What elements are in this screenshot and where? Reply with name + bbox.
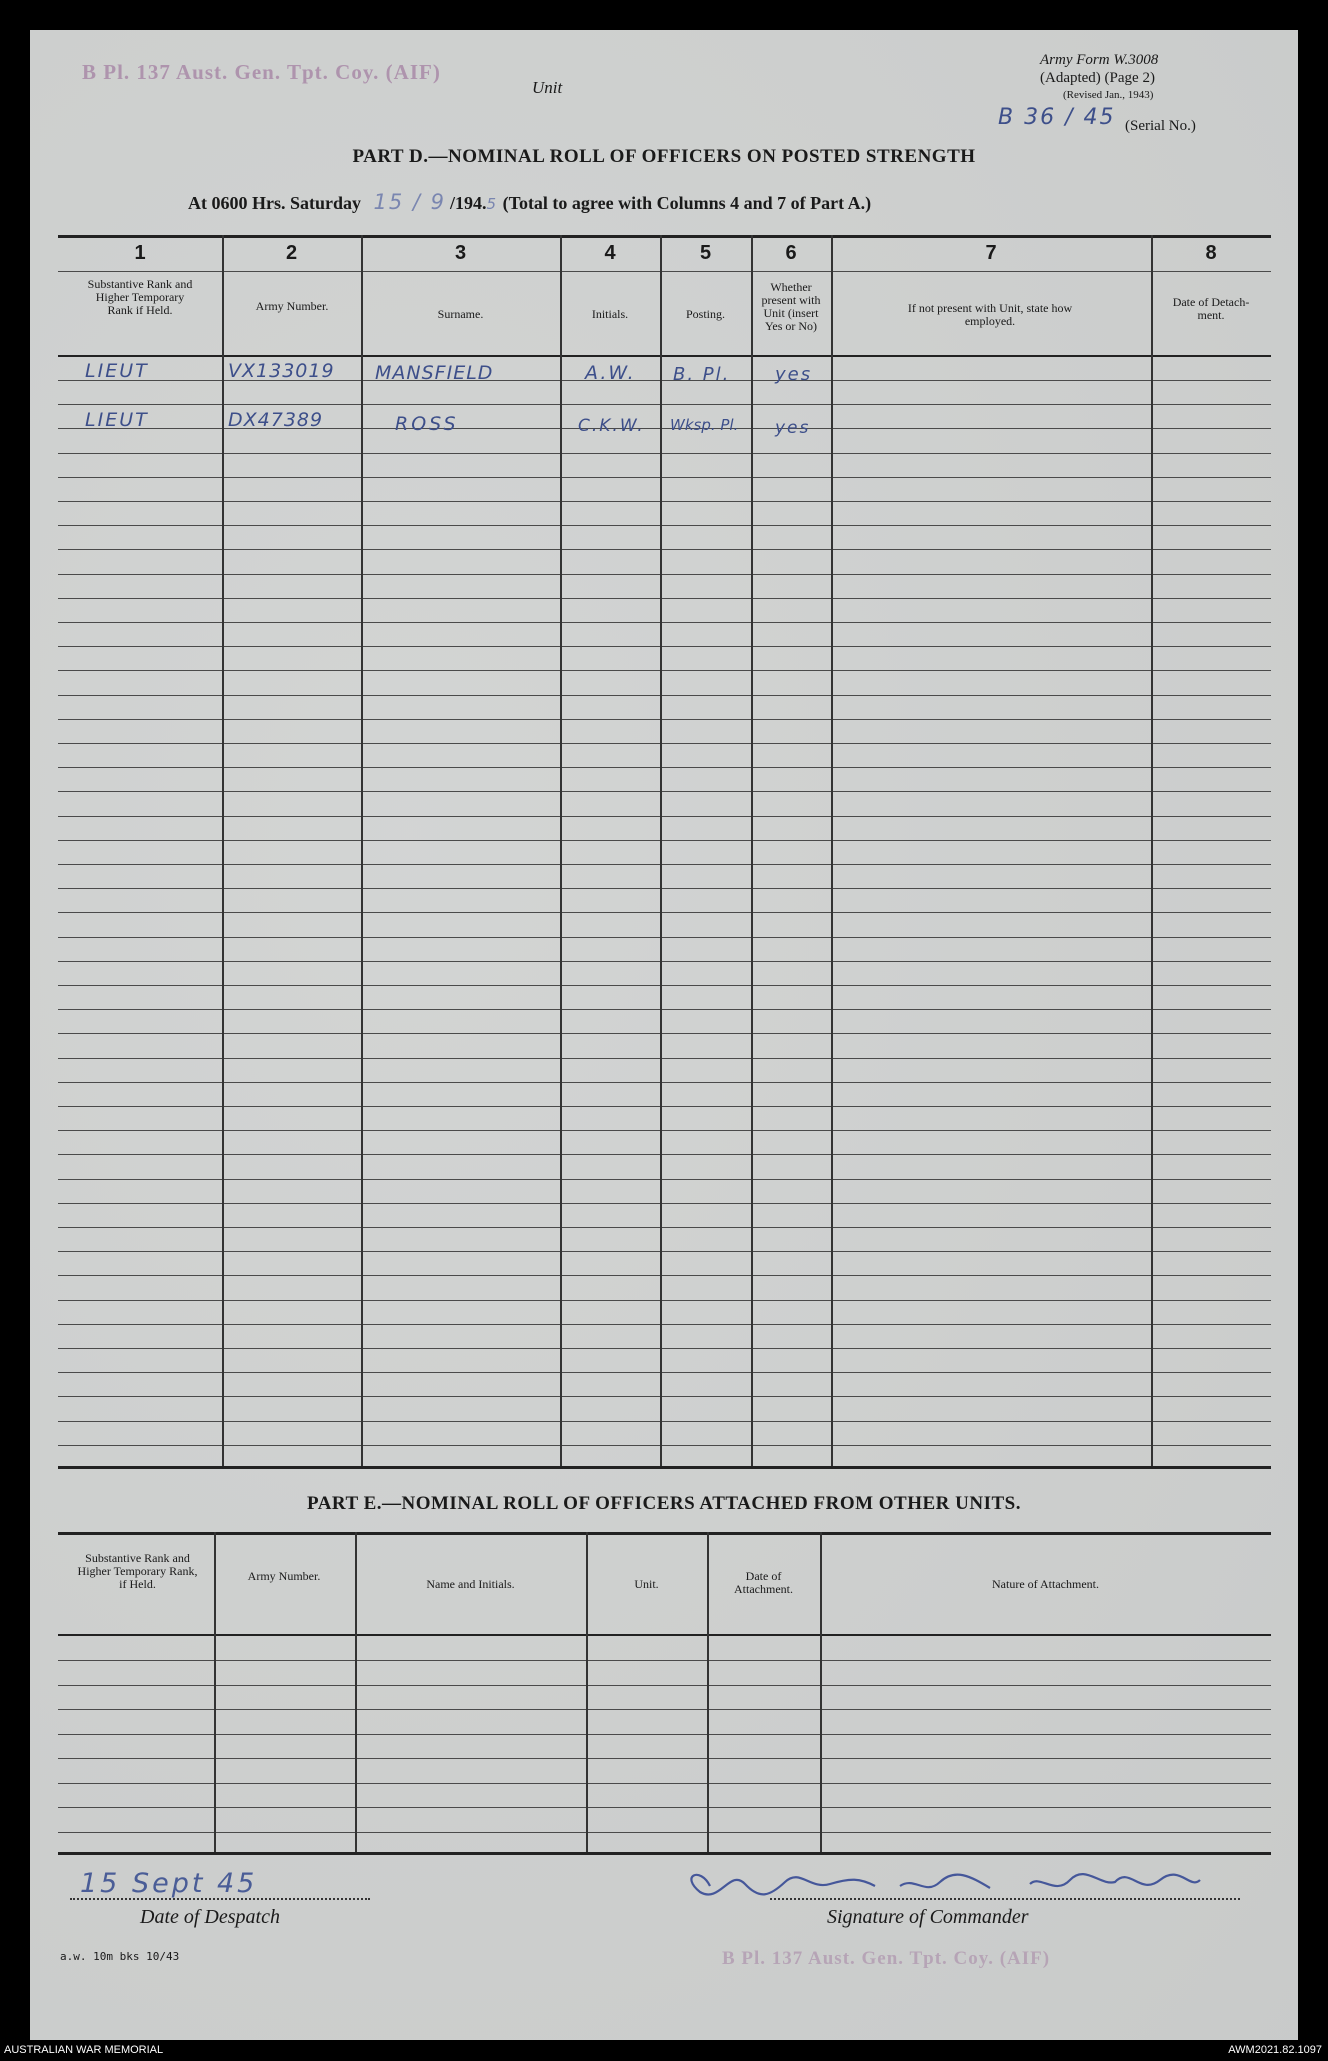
serial-label: (Serial No.)	[1125, 118, 1196, 134]
form-page	[30, 30, 1298, 2040]
e-col-header-nature: Nature of Attachment.	[992, 1577, 1099, 1591]
ruled-line	[58, 743, 1271, 744]
ruled-line	[58, 1300, 1271, 1301]
ruled-line	[58, 912, 1271, 913]
col-header-detachment: Date of Detach-ment.	[1172, 295, 1250, 322]
ruled-line	[58, 888, 1271, 889]
ruled-line	[58, 695, 1271, 696]
archive-caption-bar	[0, 2040, 1328, 2061]
col-header-present: Whether present with Unit (insert Yes or No)	[761, 280, 821, 333]
ruled-line	[58, 525, 1271, 526]
col-divider	[831, 235, 833, 1466]
unit-label: Unit	[532, 78, 563, 97]
ruled-line	[58, 1709, 1271, 1710]
col-header-rank: Substantive Rank and Higher Temporary Rank if Held.	[87, 277, 193, 317]
ruled-line	[58, 937, 1271, 938]
despatch-line	[70, 1898, 370, 1900]
ruled-line	[58, 864, 1271, 865]
col-header-employment: If not present with Unit, state how employed.	[907, 301, 1073, 328]
ruled-line	[58, 598, 1271, 599]
col-number: 6	[785, 242, 797, 264]
col-divider	[361, 235, 363, 1466]
part-d-subtitle	[188, 190, 871, 214]
ruled-line	[58, 840, 1271, 841]
ruled-line	[58, 791, 1271, 792]
ruled-line	[58, 816, 1271, 817]
col-divider	[560, 235, 562, 1466]
ruled-line	[58, 622, 1271, 623]
part-e-header-rule	[58, 1634, 1271, 1636]
ruled-line	[58, 1783, 1271, 1784]
col-number: 2	[285, 242, 298, 264]
ruled-line	[58, 1685, 1271, 1686]
col-divider	[214, 1532, 216, 1852]
part-e-bottom-rule	[58, 1852, 1271, 1855]
part-d-top-rule	[58, 235, 1271, 238]
ruled-line	[58, 1179, 1271, 1180]
subtitle-suffix: (Total to agree with Columns 4 and 7 of Part A.)	[502, 193, 872, 213]
unit-stamp: B Pl. 137 Aust. Gen. Tpt. Coy. (AIF)	[82, 60, 441, 84]
part-e-title: PART E.—NOMINAL ROLL OF OFFICERS ATTACHED FROM OTHER UNITS.	[307, 1493, 1021, 1514]
ruled-line	[58, 1758, 1271, 1759]
e-col-header-name: Name and Initials.	[426, 1577, 515, 1591]
col-header-initials: Initials.	[591, 307, 629, 321]
col-divider	[660, 235, 662, 1466]
ruled-line	[58, 1348, 1271, 1349]
row1-surname: MANSFIELD	[375, 362, 494, 384]
row2-posting: Wksp. Pl.	[670, 416, 739, 434]
row2-initials: C.K.W.	[578, 416, 645, 436]
ruled-line	[58, 477, 1271, 478]
row1-number: VX133019	[228, 360, 335, 382]
bottom-unit-stamp: B Pl. 137 Aust. Gen. Tpt. Coy. (AIF)	[722, 1948, 1051, 1969]
serial-number-handwritten: B 36 / 45	[998, 105, 1116, 130]
col-number: 3	[454, 242, 467, 264]
despatch-date-handwritten: 15 Sept 45	[80, 1868, 258, 1899]
e-col-header-unit: Unit.	[634, 1577, 659, 1591]
e-col-header-army-number: Army Number.	[247, 1569, 321, 1583]
ruled-line	[58, 1154, 1271, 1155]
col-number: 5	[699, 242, 712, 264]
ruled-line	[58, 1832, 1271, 1833]
part-d-number-rule	[58, 271, 1271, 272]
ruled-line	[58, 1421, 1271, 1422]
row2-present: yes	[775, 418, 811, 438]
row1-present: yes	[775, 364, 813, 385]
ruled-line	[58, 961, 1271, 962]
col-number: 1	[134, 242, 146, 264]
part-e-top-rule	[58, 1532, 1271, 1535]
ruled-line	[58, 1807, 1271, 1808]
ruled-line	[58, 1396, 1271, 1397]
signature-label: Signature of Commander	[827, 1906, 1029, 1928]
e-col-header-attachment-date: Date of Attachment.	[734, 1569, 793, 1596]
row2-surname: ROSS	[395, 413, 459, 435]
ruled-line	[58, 767, 1271, 768]
ruled-line	[58, 1734, 1271, 1735]
year-prefix: /194.	[450, 193, 487, 213]
ruled-line	[58, 549, 1271, 550]
col-header-posting: Posting.	[685, 307, 725, 321]
army-form-number: Army Form W.3008	[1040, 52, 1159, 68]
ruled-line	[58, 985, 1271, 986]
ruled-line	[58, 1082, 1271, 1083]
ruled-line	[58, 670, 1271, 671]
col-number: 8	[1205, 242, 1217, 264]
archive-name: AUSTRALIAN WAR MEMORIAL	[4, 2044, 164, 2056]
ruled-line	[58, 1106, 1271, 1107]
row1-initials: A.W.	[585, 362, 636, 384]
signature-line	[770, 1898, 1240, 1900]
row1-rank: LIEUT	[85, 360, 149, 382]
ruled-line	[58, 404, 1271, 405]
part-d-header-rule	[58, 355, 1271, 357]
ruled-line	[58, 501, 1271, 502]
subtitle-prefix: At 0600 Hrs. Saturday	[188, 193, 362, 213]
col-divider	[707, 1532, 709, 1852]
col-header-army-number: Army Number.	[255, 299, 329, 313]
col-header-surname: Surname.	[437, 307, 484, 321]
row2-number: DX47389	[228, 409, 324, 431]
archive-accession: AWM2021.82.1097	[1228, 2044, 1322, 2056]
col-divider	[222, 235, 224, 1466]
ruled-line	[58, 574, 1271, 575]
ruled-line	[58, 1275, 1271, 1276]
ruled-line	[58, 646, 1271, 647]
col-divider	[1151, 235, 1153, 1466]
col-number: 4	[604, 242, 616, 264]
ruled-line	[58, 1372, 1271, 1373]
form-revised: (Revised Jan., 1943)	[1063, 89, 1154, 101]
part-d-title: PART D.—NOMINAL ROLL OF OFFICERS ON POSTED STRENGTH	[352, 146, 976, 167]
col-divider	[751, 235, 753, 1466]
ruled-line	[58, 1009, 1271, 1010]
ruled-line	[58, 1130, 1271, 1131]
ruled-line	[58, 719, 1271, 720]
ruled-line	[58, 1660, 1271, 1661]
print-code: a.w. 10m bks 10/43	[60, 1950, 180, 1963]
ruled-line	[58, 1324, 1271, 1325]
row1-posting: B. Pl.	[673, 364, 731, 385]
despatch-label: Date of Despatch	[140, 1906, 280, 1928]
ruled-line	[58, 1445, 1271, 1446]
ruled-line	[58, 1058, 1271, 1059]
ruled-line	[58, 1251, 1271, 1252]
commander-signature	[670, 1856, 1250, 1904]
e-col-header-rank: Substantive Rank and Higher Temporary Rank, if Held.	[77, 1551, 198, 1591]
ruled-line	[58, 453, 1271, 454]
part-d-bottom-rule	[58, 1466, 1271, 1469]
year-handwritten: 5	[486, 195, 499, 213]
ruled-line	[58, 1033, 1271, 1034]
form-adapted: (Adapted) (Page 2)	[1040, 70, 1155, 86]
col-number: 7	[985, 242, 997, 264]
ruled-line	[58, 1203, 1271, 1204]
ruled-line	[58, 1227, 1271, 1228]
row2-rank: LIEUT	[85, 409, 149, 431]
date-handwritten: 15 / 9	[373, 190, 447, 214]
